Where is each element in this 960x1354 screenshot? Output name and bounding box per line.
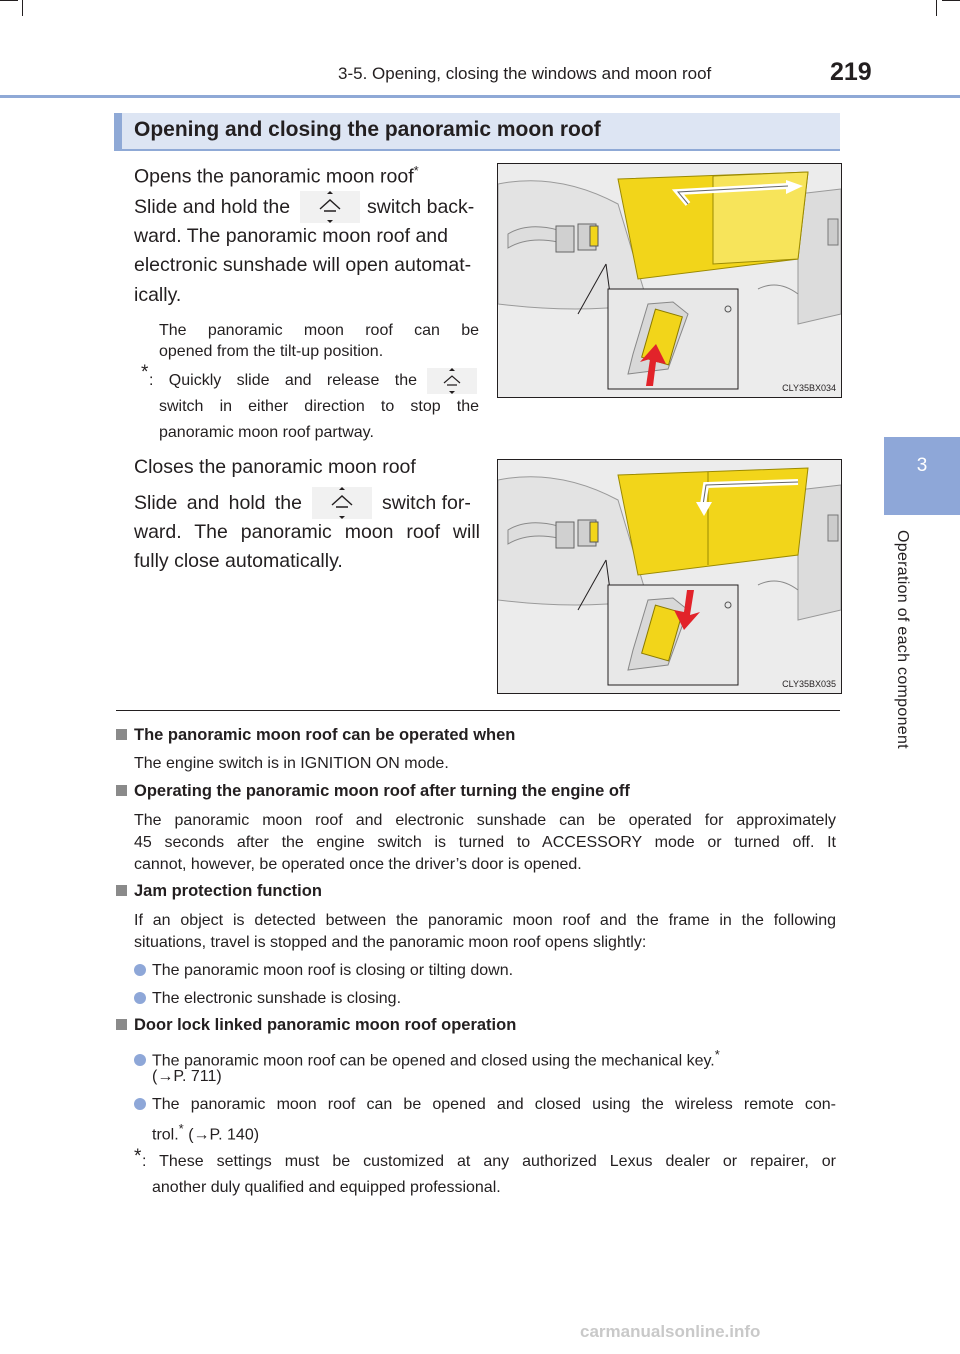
note-text: 45 seconds after the engine switch is turned to ACCESSORY mode or turned off. It <box>134 834 836 851</box>
open-line4: ically. <box>134 284 182 306</box>
footnote-line2: another duly qualified and equipped professional. <box>152 1179 501 1196</box>
note-square-icon <box>116 785 127 796</box>
close-text-b: switch for- <box>382 492 471 514</box>
running-header: 3-5. Opening, closing the windows and moon roof <box>338 64 712 83</box>
figure-code: CLY35BX035 <box>782 679 836 689</box>
footnote-star: * <box>134 1146 142 1167</box>
note-heading-3: Jam protection function <box>116 882 322 901</box>
header-rule <box>0 95 960 98</box>
figure-close <box>497 459 842 694</box>
note-square-icon <box>116 729 127 740</box>
crop-mark <box>942 0 960 1</box>
note-text: The engine switch is in IGNITION ON mode. <box>134 755 449 772</box>
open-footnote-line2: switch in either direction to stop the <box>159 398 479 415</box>
chapter-label: Operation of each component <box>894 530 911 749</box>
crop-mark <box>936 0 937 16</box>
bullet-dot-icon <box>134 1054 146 1066</box>
bullet-dot-icon <box>134 964 146 976</box>
note-heading-4: Door lock linked panoramic moon roof operation <box>116 1016 516 1035</box>
open-footnote-a: : Quickly slide and release the <box>149 372 417 389</box>
switch-forward-icon <box>312 487 372 519</box>
crop-mark <box>22 0 23 16</box>
bullet-dot-icon <box>134 992 146 1004</box>
note-heading-1: The panoramic moon roof can be operated when <box>116 726 515 745</box>
watermark: carmanualsonline.info <box>580 1322 761 1341</box>
note-heading-2: Operating the panoramic moon roof after turning the engine off <box>116 782 630 801</box>
note-text: If an object is detected between the panoramic moon roof and the frame in the following <box>134 912 836 929</box>
open-footnote-star: * <box>141 362 149 383</box>
switch-icon-small <box>427 368 477 394</box>
open-footnote-line3: panoramic moon roof partway. <box>159 424 374 441</box>
close-text-a: Slide and hold the <box>134 492 302 514</box>
figure-open <box>497 163 842 398</box>
open-text-a: Slide and hold the <box>134 196 291 218</box>
crop-mark <box>0 0 18 1</box>
close-line3: fully close automatically. <box>134 550 343 572</box>
footnote-line1: : These settings must be customized at any authorized Lexus dealer or repairer, or <box>142 1153 836 1170</box>
note-text: cannot, however, be operated once the driver’s door is opened. <box>134 856 582 873</box>
bullet-dot-icon <box>134 1098 146 1110</box>
note-bullet: The electronic sunshade is closing. <box>134 988 401 1010</box>
switch-back-icon <box>300 191 360 223</box>
open-text-b: switch back- <box>367 196 475 218</box>
open-line3: electronic sunshade will open automat- <box>134 254 472 276</box>
note-ref: (→P. 711) <box>152 1068 222 1085</box>
note-bullet: The panoramic moon roof can be opened and closed using the mechanical key.* <box>134 1044 720 1072</box>
chapter-number: 3 <box>916 455 928 476</box>
section-divider <box>116 710 840 711</box>
open-line2: ward. The panoramic moon roof and <box>134 225 448 247</box>
section-title-bar <box>114 113 122 151</box>
note-bullet-cont: trol.* (→P. 140) <box>152 1121 260 1144</box>
note-bullet: The panoramic moon roof can be opened and closed using the wireless remote con- <box>134 1094 836 1116</box>
close-line2: ward. The panoramic moon roof will <box>134 521 480 543</box>
section-title: Opening and closing the panoramic moon roof <box>134 118 601 141</box>
note-bullet: The panoramic moon roof is closing or tilting down. <box>134 960 513 982</box>
page-number: 219 <box>830 58 872 86</box>
note-text: The panoramic moon roof and electronic sunshade can be operated for approximately <box>134 812 836 829</box>
note-square-icon <box>116 885 127 896</box>
figure-code: CLY35BX034 <box>782 383 836 393</box>
open-note-1: The panoramic moon roof can be <box>159 322 479 339</box>
open-heading: Opens the panoramic moon roof* <box>134 163 419 188</box>
close-heading: Closes the panoramic moon roof <box>134 456 416 478</box>
open-note-2: opened from the tilt-up position. <box>159 343 384 360</box>
note-text: situations, travel is stopped and the panoramic moon roof opens slightly: <box>134 934 647 951</box>
note-square-icon <box>116 1019 127 1030</box>
